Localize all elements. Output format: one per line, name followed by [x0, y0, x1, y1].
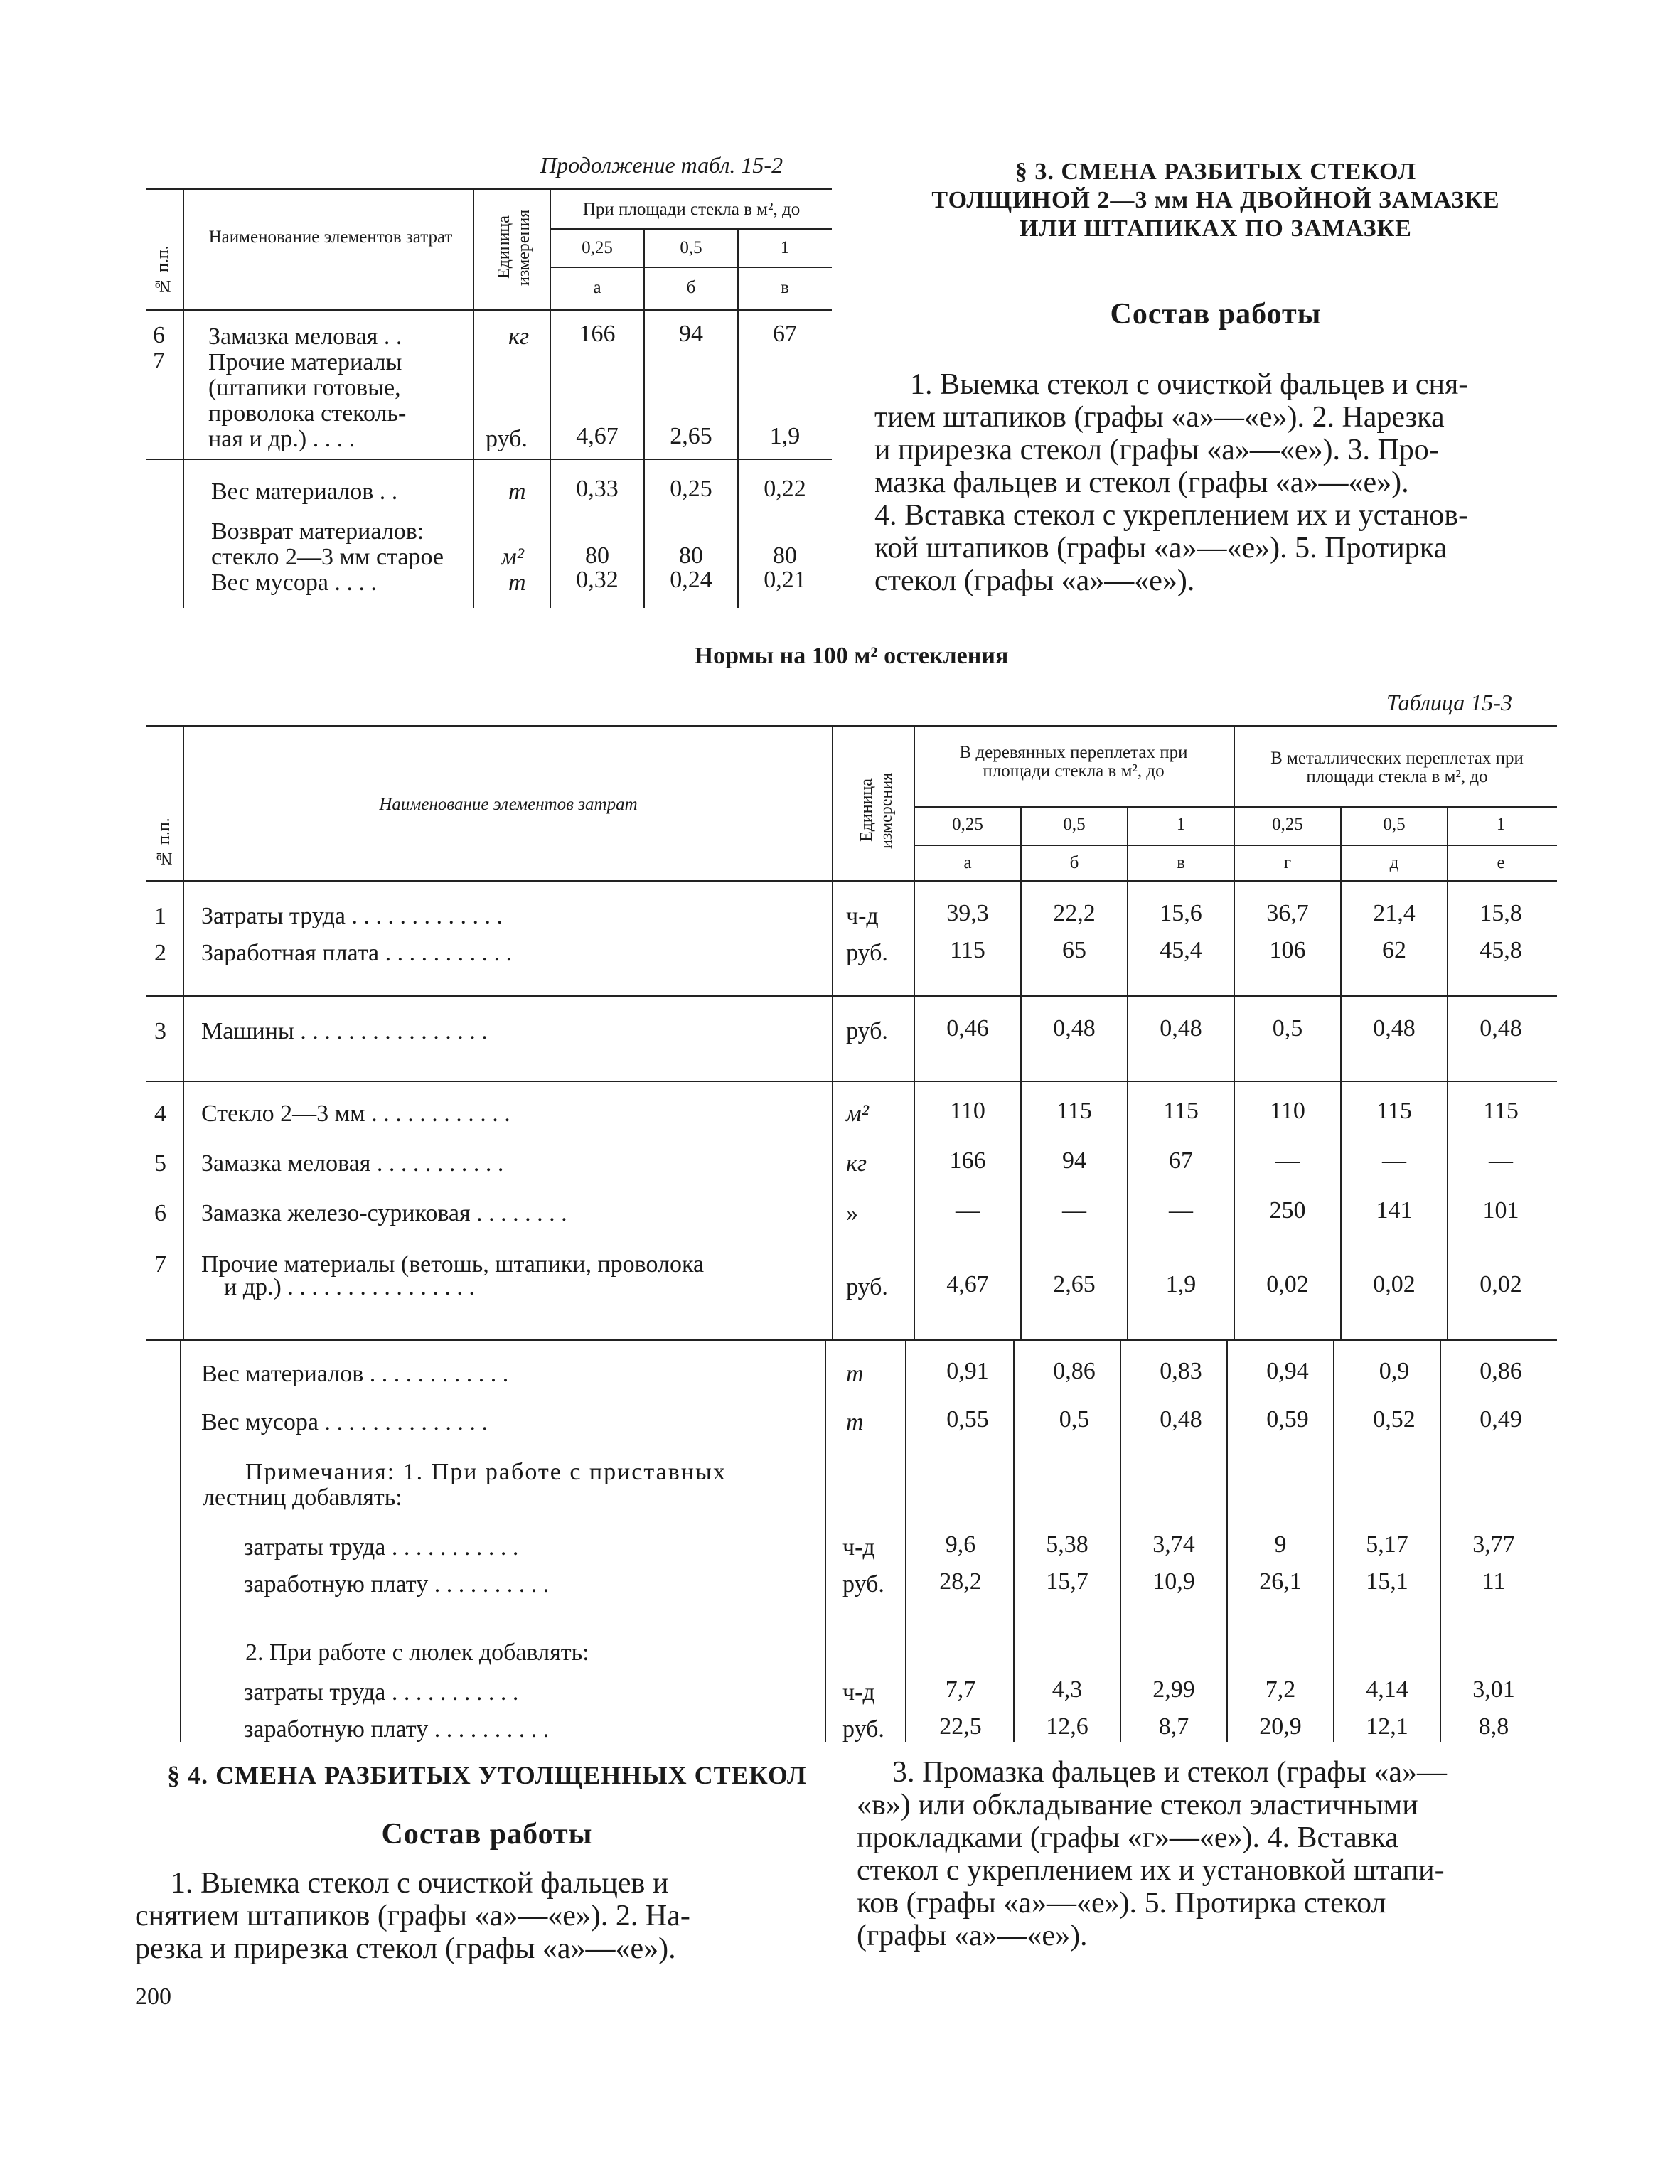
row-num: 1 [154, 903, 166, 929]
row-value: 115 [1376, 1098, 1412, 1124]
row-name-line: (штапики готовые, [208, 375, 401, 401]
area-header: 1 [1496, 815, 1506, 834]
row-value: 80 [679, 542, 703, 569]
col-unit-header: Единица измерения [857, 772, 896, 849]
row-name: Замазка железо-суриковая . . . . . . . . [201, 1200, 567, 1226]
row-value: 0,5 [1059, 1406, 1090, 1433]
row-num: 2 [154, 940, 166, 966]
row-value: 250 [1269, 1197, 1306, 1224]
row-unit: кг [508, 323, 530, 350]
row-value: 0,83 [1160, 1358, 1202, 1384]
col-a: а [593, 278, 601, 297]
section3-title: § 3. СМЕНА РАЗБИТЫХ СТЕКОЛ ТОЛЩИНОЙ 2—3 мм НА ДВОЙНОЙ ЗАМАЗКЕ ИЛИ ШТАПИКАХ ПО ЗАМАЗКЕ [931, 159, 1500, 242]
row-value: 67 [773, 321, 797, 347]
row-value: 80 [773, 542, 797, 569]
section4-left-text: 1. Выемка стекол с очисткой фальцев и снятием штапиков (графы «а»—«е»). 2. На- резка и прирезка стекол (графы «а»—«е»). [135, 1867, 690, 1965]
row-value: 0,48 [1373, 1015, 1416, 1042]
row-value: 0,48 [1160, 1406, 1202, 1433]
row-value: — [1062, 1197, 1086, 1224]
row-value: 110 [950, 1098, 985, 1124]
row-unit: ч-д [846, 903, 879, 929]
row-value: — [1382, 1147, 1406, 1174]
row-value: 101 [1482, 1197, 1519, 1224]
note-row-value: 15,1 [1366, 1568, 1408, 1595]
row-value: 0,48 [1053, 1015, 1096, 1042]
row-name-line: Прочие материалы (ветошь, штапики, проволока [201, 1251, 705, 1278]
row-name: Вес материалов . . . . . . . . . . . . [201, 1361, 509, 1387]
note-row-value: 2,99 [1152, 1676, 1195, 1703]
row-name: Заработная плата . . . . . . . . . . . [201, 940, 513, 966]
row-value: 115 [950, 937, 985, 963]
row-unit: кг [846, 1150, 867, 1177]
note-row-value: 28,2 [939, 1568, 982, 1595]
section4-right-text: 3. Промазка фальцев и стекол (графы «а»— «в») или обкладывание стекол эластичными прокладками (графы «г»—«е»). 4. Вставка стекол с укреплением их и установкой штапи- ков (графы «а»—«е»). 5. Протирка стекол (графы «а»—«е»). [857, 1756, 1447, 1952]
norms-title: Нормы на 100 м² остекления [694, 643, 1009, 669]
row-value: 36,7 [1266, 900, 1309, 926]
row-name-line: проволока стеколь- [208, 400, 407, 427]
row-value: — [956, 1197, 980, 1224]
col-num-header: № п.п. [154, 245, 172, 295]
row-num: 6 [153, 322, 165, 348]
col-metal-header: В металлических переплетах при площади стекла в м², до [1270, 749, 1524, 786]
col-area-header: При площади стекла в м², до [582, 200, 801, 219]
note-row-value: 4,3 [1052, 1676, 1083, 1703]
section3-subtitle: Состав работы [1110, 298, 1322, 331]
page-number: 200 [135, 1984, 171, 2010]
row-value: 0,33 [576, 476, 619, 502]
main-table-caption: Таблица 15-3 [1386, 690, 1512, 715]
row-value: 0,02 [1480, 1271, 1522, 1297]
note-row-unit: ч-д [842, 1534, 875, 1561]
section3-text: 1. Выемка стекол с очисткой фальцев и сня- тием штапиков (графы «а»—«е»). 2. Нарезка и прирезка стекол (графы «а»—«е»). 3. Про- мазка фальцев и стекол (графы «а»—«е»). 4. Вставка стекол с укреплением их и установ- кой штапиков (графы «а»—«е»). 5. Протирка стекол (графы «а»—«е»). [874, 368, 1469, 597]
top-table [146, 188, 832, 608]
row-name-line: и др.) . . . . . . . . . . . . . . . . [224, 1274, 475, 1300]
row-value: 0,94 [1266, 1358, 1309, 1384]
col-letter: е [1497, 853, 1505, 872]
area-header: 1 [1176, 815, 1186, 834]
row-value: 39,3 [946, 900, 989, 926]
section4-subtitle: Состав работы [381, 1818, 593, 1851]
row-value: 0,48 [1480, 1015, 1522, 1042]
row-value: 22,2 [1053, 900, 1096, 926]
section4-title: § 4. СМЕНА РАЗБИТЫХ УТОЛЩЕННЫХ СТЕКОЛ [167, 1761, 807, 1789]
row-value: 141 [1376, 1197, 1413, 1224]
row-value: 94 [1062, 1147, 1086, 1174]
note-row-value: 20,9 [1259, 1713, 1302, 1740]
row-value: — [1275, 1147, 1300, 1174]
row-name-line: стекло 2—3 мм старое [211, 544, 444, 570]
note-row-value: 26,1 [1259, 1568, 1302, 1595]
row-value: 0,5 [1272, 1015, 1303, 1042]
row-value: 115 [1163, 1098, 1199, 1124]
row-value: 0,48 [1160, 1015, 1202, 1042]
row-value: 1,9 [1165, 1271, 1197, 1297]
note-row-value: 9,6 [945, 1531, 976, 1558]
top-table-caption: Продолжение табл. 15-2 [540, 152, 783, 178]
col-name-header: Наименование элементов затрат [208, 228, 453, 247]
row-value: 0,49 [1480, 1406, 1522, 1433]
col-num-header: № п.п. [155, 818, 173, 867]
row-value: 65 [1062, 937, 1086, 963]
note-row-value: 22,5 [939, 1713, 982, 1740]
note-row-value: 5,38 [1046, 1531, 1088, 1558]
row-value: 15,6 [1160, 900, 1202, 926]
note1-line: лестниц добавлять: [203, 1484, 402, 1511]
note-row-value: 4,14 [1366, 1676, 1408, 1703]
row-value: 15,8 [1480, 900, 1522, 926]
row-name: Замазка меловая . . [208, 323, 402, 350]
row-unit: руб. [486, 426, 528, 452]
row-unit: м² [501, 544, 524, 570]
col-c: в [781, 278, 789, 297]
row-name: Затраты труда . . . . . . . . . . . . . [201, 903, 503, 929]
col-letter: д [1389, 853, 1399, 872]
note-row-value: 11 [1482, 1568, 1506, 1595]
row-name: Вес мусора . . . . [211, 569, 377, 596]
row-unit: т [508, 478, 526, 505]
row-value: 0,24 [670, 567, 712, 593]
row-value: 45,4 [1160, 937, 1202, 963]
row-value: 166 [949, 1147, 986, 1174]
row-value: 0,9 [1379, 1358, 1410, 1384]
note-row-name: заработную плату . . . . . . . . . . [244, 1716, 550, 1743]
note-row-value: 8,8 [1478, 1713, 1509, 1740]
note-row-value: 3,77 [1472, 1531, 1515, 1558]
row-value: 80 [585, 542, 609, 569]
note-row-value: 9 [1274, 1531, 1287, 1558]
col-b: б [686, 278, 696, 297]
col-letter: а [963, 853, 972, 872]
row-value: 0,52 [1373, 1406, 1416, 1433]
row-value: 62 [1382, 937, 1406, 963]
row-unit: руб. [846, 940, 888, 966]
row-value: 0,59 [1266, 1406, 1309, 1433]
row-name: Вес материалов . . [211, 478, 398, 505]
row-unit: руб. [846, 1274, 888, 1300]
row-value: 106 [1269, 937, 1306, 963]
col-letter: б [1069, 853, 1079, 872]
row-num: 7 [154, 1251, 166, 1278]
row-value: 0,86 [1053, 1358, 1096, 1384]
row-num: 4 [154, 1101, 166, 1127]
note-row-value: 10,9 [1152, 1568, 1195, 1595]
row-num: 3 [154, 1018, 166, 1044]
area-header: 0,5 [1063, 815, 1086, 834]
row-num: 6 [154, 1200, 166, 1226]
row-value: 4,67 [946, 1271, 989, 1297]
row-unit: » [846, 1200, 858, 1226]
row-value: 0,55 [946, 1406, 989, 1433]
note-row-value: 12,6 [1046, 1713, 1088, 1740]
row-value: 0,22 [764, 476, 806, 502]
row-value: 0,46 [946, 1015, 989, 1042]
row-name: Вес мусора . . . . . . . . . . . . . . [201, 1409, 488, 1435]
row-num: 5 [154, 1150, 166, 1177]
note1-line: Примечания: 1. При работе с приставных [245, 1459, 727, 1485]
note-row-value: 8,7 [1158, 1713, 1189, 1740]
row-value: 4,67 [576, 423, 619, 449]
row-name-line: ная и др.) . . . . [208, 426, 355, 452]
row-value: 0,86 [1480, 1358, 1522, 1384]
row-value: 0,02 [1266, 1271, 1309, 1297]
note-row-unit: руб. [842, 1716, 884, 1743]
note-row-value: 5,17 [1366, 1531, 1408, 1558]
row-name-line: Возврат материалов: [211, 518, 424, 545]
col-letter: в [1177, 853, 1185, 872]
row-value: 0,25 [670, 476, 712, 502]
row-value: 0,21 [764, 567, 806, 593]
note-row-unit: ч-д [842, 1679, 875, 1706]
row-unit: руб. [846, 1018, 888, 1044]
row-unit: т [846, 1409, 864, 1435]
col-name-header: Наименование элементов затрат [379, 795, 638, 814]
note-row-value: 3,74 [1152, 1531, 1195, 1558]
row-value: 2,65 [1053, 1271, 1096, 1297]
note-row-name: затраты труда . . . . . . . . . . . [244, 1679, 519, 1706]
note-row-value: 7,2 [1265, 1676, 1296, 1703]
note-row-name: затраты труда . . . . . . . . . . . [244, 1534, 519, 1561]
row-value: 115 [1056, 1098, 1092, 1124]
area-1: 1 [780, 238, 790, 257]
row-unit: т [846, 1361, 864, 1387]
note-row-value: 3,01 [1472, 1676, 1515, 1703]
row-name-line: Прочие материалы [208, 349, 402, 375]
row-name: Стекло 2—3 мм . . . . . . . . . . . . [201, 1101, 510, 1127]
col-wood-header: В деревянных переплетах при площади стекла в м², до [959, 743, 1188, 781]
row-name: Машины . . . . . . . . . . . . . . . . [201, 1018, 488, 1044]
row-name: Замазка меловая . . . . . . . . . . . [201, 1150, 504, 1177]
note-row-name: заработную плату . . . . . . . . . . [244, 1571, 550, 1597]
main-table [146, 725, 1557, 1742]
row-value: 21,4 [1373, 900, 1416, 926]
note-row-value: 12,1 [1366, 1713, 1408, 1740]
row-value: 2,65 [670, 423, 712, 449]
row-value: 67 [1169, 1147, 1193, 1174]
area-05: 0,5 [680, 238, 702, 257]
row-value: 94 [679, 321, 703, 347]
note-row-unit: руб. [842, 1571, 884, 1597]
row-value: 110 [1270, 1098, 1305, 1124]
row-num: 7 [153, 348, 165, 374]
row-value: 0,32 [576, 567, 619, 593]
row-value: 45,8 [1480, 937, 1522, 963]
area-header: 0,5 [1383, 815, 1406, 834]
row-value: — [1489, 1147, 1513, 1174]
row-value: — [1169, 1197, 1193, 1224]
row-value: 115 [1483, 1098, 1519, 1124]
row-value: 0,02 [1373, 1271, 1416, 1297]
col-unit-header: Единица измерения [495, 209, 533, 286]
row-unit: т [508, 569, 526, 596]
col-letter: г [1283, 853, 1292, 872]
row-value: 0,91 [946, 1358, 989, 1384]
note-row-value: 7,7 [945, 1676, 976, 1703]
row-value: 166 [579, 321, 616, 347]
area-header: 0,25 [1272, 815, 1303, 834]
row-value: 1,9 [769, 423, 801, 449]
note-row-value: 15,7 [1046, 1568, 1088, 1595]
note2-title: 2. При работе с люлек добавлять: [245, 1639, 589, 1666]
area-header: 0,25 [952, 815, 983, 834]
area-025: 0,25 [582, 238, 613, 257]
row-unit: м² [846, 1101, 869, 1127]
